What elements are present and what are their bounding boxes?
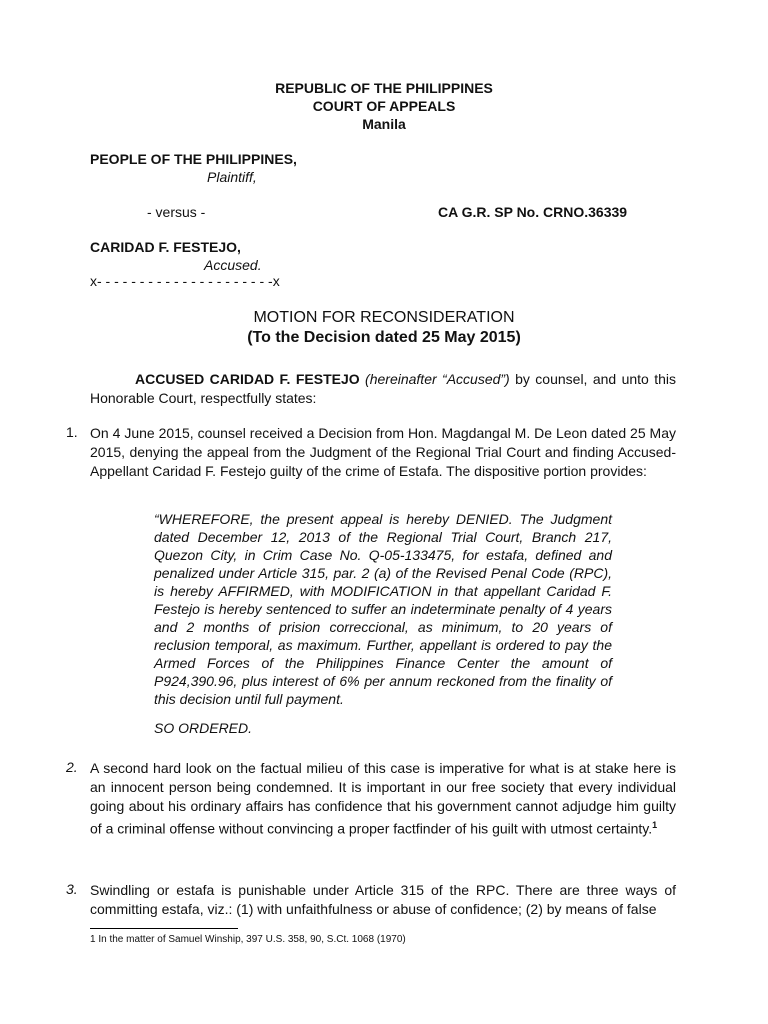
header-republic: REPUBLIC OF THE PHILIPPINES xyxy=(275,80,493,96)
paragraph-1: On 4 June 2015, counsel received a Decision from Hon. Magdangal M. De Leon dated 25 May 2015, denying the appeal from the Judgment of the Regional Trial Court and finding Accused-Appellant Caridad F. Festejo guilty of the crime of Estafa. The dispositive portion provides: xyxy=(90,425,676,479)
so-ordered: SO ORDERED. xyxy=(154,720,253,736)
dispositive-quote: “WHEREFORE, the present appeal is hereby DENIED. The Judgment dated December 12, 2013 of the Regional Trial Court, Branch 217, Quezon City, in Crim Case No. Q-05-133475, for estafa, defined and penalized under Article 315, par. 2 (a) of the Revised Penal Code (RPC), is hereby AFFIRMED, with MODIFICATION in that appellant Caridad F. Festejo is hereby sentenced to suffer an indeterminate penalty of 4 years and 2 months of prision correccional, as minimum, to 20 years of reclusion temporal, as maximum. Further, appellant is ordered to pay the Armed Forces of the Philippines Finance Center the amount of P924,390.96, plus interest of 6% per annum reckoned from the finality of this decision until full payment. xyxy=(154,511,612,707)
intro-text: by counsel, and unto this Honorable Court, respectfully states: xyxy=(90,371,677,406)
intro-hereinafter: (hereinafter “Accused”) xyxy=(365,371,510,387)
accused-name: CARIDAD F. FESTEJO, xyxy=(90,239,241,255)
caption-separator: x- - - - - - - - - - - - - - - - - - - - -x xyxy=(90,273,280,289)
motion-subtitle: (To the Decision dated 25 May 2015) xyxy=(247,329,521,346)
footnote-ref: 1 xyxy=(652,820,658,830)
paragraph-2-text: A second hard look on the factual milieu of this case is imperative for what is at stake here is an innocent person being condemned. It is important in our free society that every individual going about his ordinary affairs has confidence that his government cannot adjudge him guilty of a criminal offense without convincing a proper factfinder of his guilt with utmost certainty. xyxy=(90,760,676,837)
paragraph-2 xyxy=(90,759,676,839)
footnote-divider xyxy=(90,928,238,929)
plaintiff-name: PEOPLE OF THE PHILIPPINES, xyxy=(90,151,297,167)
paragraph-3: Swindling or estafa is punishable under Article 315 of the RPC. There are three ways of committing estafa, viz.: (1) with unfaithfulness or abuse of confidence; (2) by means of false xyxy=(90,882,676,917)
case-number: CA G.R. SP No. CRNO.36339 xyxy=(438,204,628,220)
intro-paragraph xyxy=(90,370,676,408)
paragraph-number: 1. xyxy=(66,424,78,440)
plaintiff-role: Plaintiff, xyxy=(207,169,257,185)
footnote: 1 In the matter of Samuel Winship, 397 U.S. 358, 90, S.Ct. 1068 (1970) xyxy=(90,934,406,945)
intro-accused-name: ACCUSED CARIDAD F. FESTEJO xyxy=(135,371,360,387)
motion-title: MOTION FOR RECONSIDERATION xyxy=(253,309,515,326)
accused-role: Accused. xyxy=(204,257,262,273)
paragraph-number: 2. xyxy=(66,759,78,775)
paragraph-number: 3. xyxy=(66,881,78,897)
header-court: COURT OF APPEALS xyxy=(312,98,456,114)
versus-label: - versus - xyxy=(147,204,206,220)
header-city: Manila xyxy=(362,116,406,132)
